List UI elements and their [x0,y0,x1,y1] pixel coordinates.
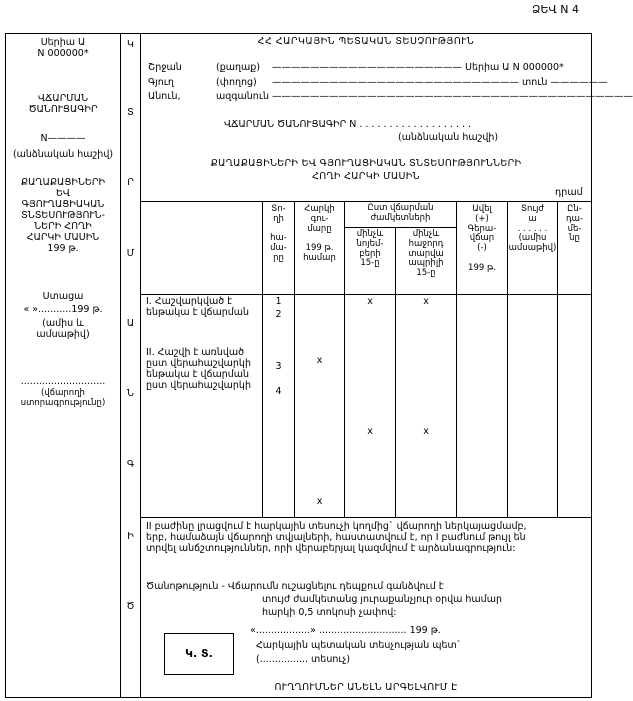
stub-divider [120,33,121,697]
cut-letter: Ր [127,177,134,188]
stub-signature-line: ............................ [20,376,106,387]
stub-receipt-title: ՎՃԱՐՄԱՆ ԾԱՆՈՒՑԱԳԻՐ [28,93,98,115]
stub-received: Ստացա [42,291,84,302]
cut-letter: Ա [126,318,135,329]
cut-letter: Մ [126,248,135,259]
row-number: 2 [275,309,282,320]
address-label-village: Գյուղ [148,77,174,88]
header-row-no: Տո- ղի հա- մա- րը [270,204,287,263]
stamp-place: Կ. Տ. [164,633,234,675]
terms-divider [344,227,456,228]
address-paren-region: (քաղաք) [216,62,261,73]
cut-divider [140,33,141,697]
issue-date-line: «..................» ............................. 199 թ. [250,625,441,636]
address-paren-street: (փողոց) [216,77,257,88]
cut-letter: Ն [127,388,134,399]
form-number: ՁԵՎ N 4 [532,3,579,16]
cross-mark: x [367,426,373,437]
frame-bottom [5,697,592,698]
section-two-note: II բաժինը լրացվում է հարկային տեսուչի կողմից` վճարողի ներկայացմամբ, երբ, համաձայն վճարողի տվյալների, հաստատվում է, որ I բաժնում թույլ են տրվել անճշտություններ, որի վերաբերյալ կազմվում է արձանագրություն: [146,521,527,554]
address-paren-surname: ազգանուն [216,91,269,102]
table-header-bottom [141,294,591,295]
currency-unit: դրամ [555,187,583,198]
cross-mark: x [316,355,323,366]
stub [6,38,120,60]
inspector-line: (................ տեսուչ) [256,654,351,665]
table-top [141,201,591,202]
stub-receipt-no: N———— [40,133,86,144]
penalty-note-line3: հարկի 0,5 տոկոսի չափով: [262,607,397,618]
header-until-next-year: մինչև հաջորդ տարվա ապրիլի 15-ը [408,229,444,279]
form-title-line2: ՀՈՂԻ ՀԱՐԿԻ ՄԱՍԻՆ [312,171,420,182]
cross-mark: x [316,496,323,507]
row-number: 4 [275,386,282,397]
address-fill-name: —————————————————————————————————————— [272,91,633,102]
stub-date-note: (ամիս և ամսաթիվ) [36,318,90,340]
header-until-nov: մինչև նոյեմ- բերի 15-ը [356,229,384,269]
address-label-region: Շրջան [148,62,182,73]
row-number: 1 [275,296,282,307]
header-total: Ըն- դա- մե- նը [566,204,583,244]
stub-subject: ՔԱՂԱՔԱՑԻՆԵՐԻ ԵՎ ԳՅՈՒՂԱՑԻԱԿԱՆ ՏՆՏԵՍՈՒԹՅՈՒՆ- ՆԵՐԻ ՀՈՂԻ ՀԱՐԿԻ ՄԱՍԻՆ 199 թ. [20,177,106,254]
cut-letter: Ծ [126,601,135,612]
frame-left [5,33,6,697]
col-line [557,201,558,517]
address-fill-street: —————————————————————————— տուն —————— [272,77,608,88]
form-title-line1: ՔԱՂԱՔԱՑԻՆԵՐԻ ԵՎ ԳՅՈՒՂԱՑԻԱԿԱՆ ՏՆՏԵՍՈՒԹՅՈՒՆՆԵՐԻ [210,158,522,169]
authority-title: ՀՀ ՀԱՐԿԱՅԻՆ ՊԵՏԱԿԱՆ ՏԵՍՉՈՒԹՅՈՒՆ [257,36,475,47]
row-number: 3 [275,361,282,372]
cut-letter: Ի [127,531,134,542]
header-by-terms: Ըստ վճարման ժամկետների [367,203,434,223]
cut-letter: Կ [127,39,134,50]
penalty-note-line2: տույժ ժամկետանց յուրաքանչյուր օրվա համար [262,594,502,605]
stub-number: N 000000* [37,47,89,59]
stub-date-line: « »...........199 թ. [23,304,103,315]
header-penalty: Տույժ ա . . . . . . (ամիս ամսաթիվ) [508,204,557,254]
cross-mark: x [423,296,429,307]
address-fill-region: ———————————————————— Սերիա Ա N 000000* [272,62,564,73]
stub-signature-note: (վճարողի ստորագրությունը) [20,388,106,408]
stub-receipt-no-note: (անձնական հաշիվ) [12,149,114,160]
no-corrections-notice: ՈՒՂՂՈՒՄՆԵՐ ԱՆԵԼՆ ԱՐԳԵԼՎՈՒՄ Է [274,682,458,693]
penalty-note-line1: Ծանոթություն - Վճարումն ուշացնելու դեպքում գանձվում է [146,581,444,592]
receipt-note: (անձնական հաշվի) [398,132,499,143]
stub-series: Սերիա Ա [40,37,86,48]
cross-mark: x [367,296,373,307]
inspection-chief: Հարկային պետական տեսչության պետ` [256,640,462,651]
section-one-label: I. Հաշվարկված է ենթակա է վճարման [146,296,250,318]
frame-top [5,33,592,34]
frame-right [591,33,592,697]
cross-mark: x [423,426,429,437]
cut-letter: Տ [127,107,134,118]
section-two-label: II. Հաշվի է առնված ըստ վերահաշվարկի ենթակա է վճարման ըստ վերահաշվարկի [146,347,251,391]
table-bottom [141,517,591,518]
address-label-name: Անուն, [148,91,181,102]
header-overpayment: Ավել (+) Գերա- վճար (-) 199 թ. [467,204,497,273]
header-tax-amount: Հարկի գու- մարը 199 թ. համար [303,204,336,263]
receipt-line: ՎՃԱՐՄԱՆ ԾԱՆՈՒՑԱԳԻՐ N . . . . . . . . . . . . . . . . . . . [224,119,472,130]
cut-letter: Գ [126,459,135,470]
